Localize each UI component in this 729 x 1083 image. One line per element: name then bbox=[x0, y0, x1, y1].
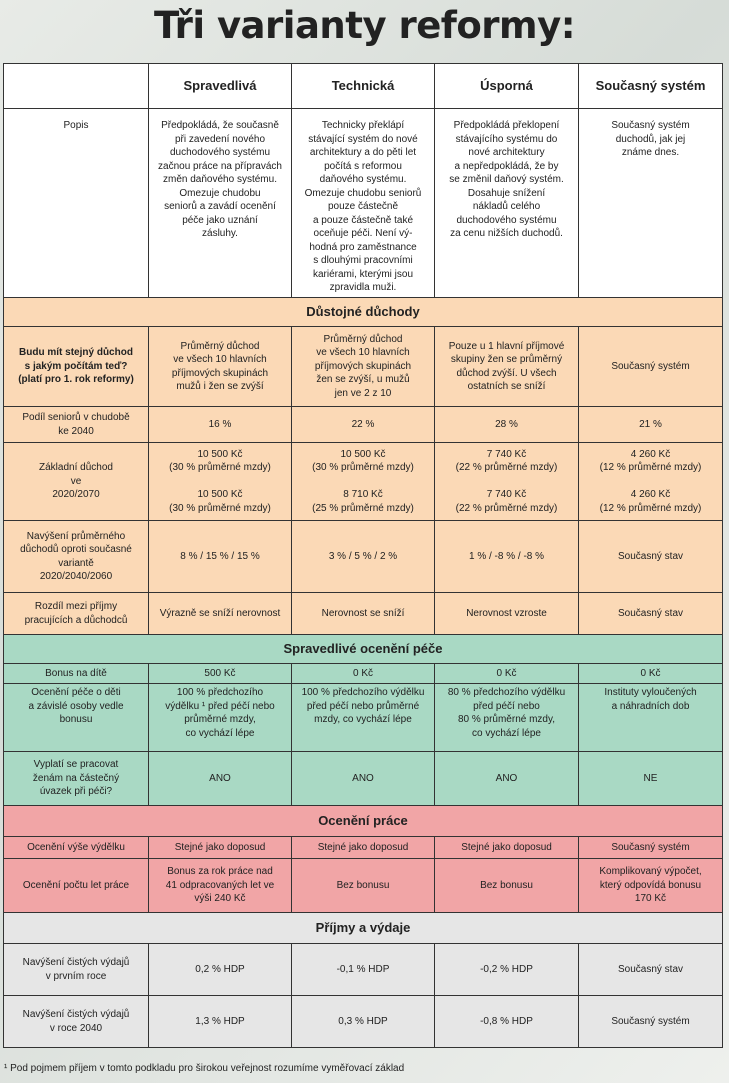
corner-cell bbox=[4, 64, 149, 109]
row-label: Budu mít stejný důchod s jakým počítám teď? (platí pro 1. rok reformy) bbox=[4, 327, 149, 407]
table-cell: 1 % / -8 % / -8 % bbox=[435, 521, 579, 593]
table-cell: 8 % / 15 % / 15 % bbox=[149, 521, 292, 593]
table-cell: Současný systém bbox=[579, 996, 723, 1048]
table-row-rozdil bbox=[4, 593, 723, 635]
table-cell: Současný stav bbox=[579, 944, 723, 996]
section-header-pece bbox=[4, 635, 723, 664]
table-row-vydaje-prvni bbox=[4, 944, 723, 996]
table-cell: Současný stav bbox=[579, 521, 723, 593]
row-label: Bonus na dítě bbox=[4, 664, 149, 684]
table-cell: 100 % předchozího výdělku před péčí nebo průměrné mzdy, co vychází lépe bbox=[292, 684, 435, 752]
table-cell: Nerovnost se sníží bbox=[292, 593, 435, 635]
table-cell: -0,1 % HDP bbox=[292, 944, 435, 996]
table-cell: 22 % bbox=[292, 407, 435, 443]
table-cell: Současný systém bbox=[579, 837, 723, 859]
table-cell: Instituty vyloučených a náhradních dob bbox=[579, 684, 723, 752]
table-cell: Současný stav bbox=[579, 593, 723, 635]
column-header-spravedliva: Spravedlivá bbox=[149, 64, 292, 109]
table-cell: Předpokládá, že současně při zavedení nového duchodového systému začnou práce na přípravách změn daňového systému. Omezuje chudobu seniorů a zavádí ocenění péče jako uznání zásluhy. bbox=[149, 109, 292, 298]
table-cell: 3 % / 5 % / 2 % bbox=[292, 521, 435, 593]
row-label: Ocenění péče o děti a závislé osoby vedle bonusu bbox=[4, 684, 149, 752]
row-label: Základní důchod ve 2020/2070 bbox=[4, 443, 149, 521]
table-cell: Bonus za rok práce nad 41 odpracovaných let ve výši 240 Kč bbox=[149, 859, 292, 913]
table-cell: ANO bbox=[149, 752, 292, 806]
table-row-bonus bbox=[4, 664, 723, 684]
table-cell: Nerovnost vzroste bbox=[435, 593, 579, 635]
comparison-table bbox=[3, 63, 723, 1048]
section-title: Spravedlivé ocenění péče bbox=[4, 635, 723, 664]
table-cell: 1,3 % HDP bbox=[149, 996, 292, 1048]
footnote: ¹ Pod pojmem příjem v tomto podkladu pro širokou veřejnost rozumíme vyměřovací základ bbox=[4, 1063, 405, 1074]
table-cell: 21 % bbox=[579, 407, 723, 443]
section-title: Důstojné důchody bbox=[4, 298, 723, 327]
table-cell: NE bbox=[579, 752, 723, 806]
table-row-pocet-let bbox=[4, 859, 723, 913]
table-cell: 0 Kč bbox=[579, 664, 723, 684]
table-cell: Stejné jako doposud bbox=[292, 837, 435, 859]
section-header-prijmy bbox=[4, 913, 723, 944]
table-cell: 4 260 Kč (12 % průměrné mzdy) 4 260 Kč (12 % průměrné mzdy) bbox=[579, 443, 723, 521]
table-cell: Technicky překlápí stávající systém do nové architektury a do pěti let počítá s reformou daňového systému. Omezuje chudobu seniorů pouze částečně a pouze částečně také oceňuje péči. Není vý- hodná pro zaměstnance s dlouhými pracovními kariérami, kterými jsou zpravidla muži. bbox=[292, 109, 435, 298]
table-cell: Bez bonusu bbox=[292, 859, 435, 913]
table-row-popis bbox=[4, 109, 723, 298]
row-label: Vyplatí se pracovat ženám na částečný úvazek při péči? bbox=[4, 752, 149, 806]
table-cell: -0,8 % HDP bbox=[435, 996, 579, 1048]
table-cell: Průměrný důchod ve všech 10 hlavních příjmových skupinách žen se zvýší, u mužů jen ve 2 z 10 bbox=[292, 327, 435, 407]
table-cell: 10 500 Kč (30 % průměrné mzdy) 10 500 Kč (30 % průměrné mzdy) bbox=[149, 443, 292, 521]
table-cell: Průměrný důchod ve všech 10 hlavních příjmových skupinách mužů i žen se zvýší bbox=[149, 327, 292, 407]
table-cell: -0,2 % HDP bbox=[435, 944, 579, 996]
table-cell: 0 Kč bbox=[435, 664, 579, 684]
table-cell: 16 % bbox=[149, 407, 292, 443]
table-cell: 0 Kč bbox=[292, 664, 435, 684]
table-cell: Komplikovaný výpočet, který odpovídá bonusu 170 Kč bbox=[579, 859, 723, 913]
table-cell: 7 740 Kč (22 % průměrné mzdy) 7 740 Kč (22 % průměrné mzdy) bbox=[435, 443, 579, 521]
section-title: Ocenění práce bbox=[4, 806, 723, 837]
table-cell: 100 % předchozího výdělku ¹ před péčí nebo průměrné mzdy, co vychází lépe bbox=[149, 684, 292, 752]
section-header-prace bbox=[4, 806, 723, 837]
table-cell: Současný systém bbox=[579, 327, 723, 407]
row-label: Ocenění počtu let práce bbox=[4, 859, 149, 913]
row-label: Popis bbox=[4, 109, 149, 298]
row-label: Podíl seniorů v chudobě ke 2040 bbox=[4, 407, 149, 443]
row-label: Ocenění výše výdělku bbox=[4, 837, 149, 859]
table-cell: Stejné jako doposud bbox=[435, 837, 579, 859]
table-cell: Současný systém duchodů, jak jej známe dnes. bbox=[579, 109, 723, 298]
table-cell: Stejné jako doposud bbox=[149, 837, 292, 859]
section-header-dustojne bbox=[4, 298, 723, 327]
table-cell: 80 % předchozího výdělku před péčí nebo 80 % průměrné mzdy, co vychází lépe bbox=[435, 684, 579, 752]
table-cell: 500 Kč bbox=[149, 664, 292, 684]
column-header-soucasny: Současný systém bbox=[579, 64, 723, 109]
table-row-chudoba bbox=[4, 407, 723, 443]
row-label: Rozdíl mezi příjmy pracujících a důchodců bbox=[4, 593, 149, 635]
table-cell: Pouze u 1 hlavní příjmové skupiny žen se průměrný důchod zvýší. U všech ostatních se sníží bbox=[435, 327, 579, 407]
table-cell: Bez bonusu bbox=[435, 859, 579, 913]
column-header-usporna: Úsporná bbox=[435, 64, 579, 109]
table-row-stejny bbox=[4, 327, 723, 407]
table-row-oceneni-pece bbox=[4, 684, 723, 752]
table-row-vyplati bbox=[4, 752, 723, 806]
table-cell: ANO bbox=[435, 752, 579, 806]
row-label: Navýšení čistých výdajů v roce 2040 bbox=[4, 996, 149, 1048]
table-cell: ANO bbox=[292, 752, 435, 806]
header-row bbox=[4, 64, 723, 109]
table-cell: 0,2 % HDP bbox=[149, 944, 292, 996]
row-label: Navýšení průměrného důchodů oproti současné variantě 2020/2040/2060 bbox=[4, 521, 149, 593]
table-cell: 10 500 Kč (30 % průměrné mzdy) 8 710 Kč (25 % průměrné mzdy) bbox=[292, 443, 435, 521]
table-row-zakladni bbox=[4, 443, 723, 521]
table-row-navyseni bbox=[4, 521, 723, 593]
table-cell: 28 % bbox=[435, 407, 579, 443]
page-title: Tři varianty reformy: bbox=[153, 4, 576, 47]
table-cell: Předpokládá překlopení stávajícího systému do nové architektury a nepředpokládá, že by se změnil daňový systém. Dosahuje snížení nákladů celého duchodového systému za cenu nižších duchodů. bbox=[435, 109, 579, 298]
table-cell: 0,3 % HDP bbox=[292, 996, 435, 1048]
row-label: Navýšení čistých výdajů v prvním roce bbox=[4, 944, 149, 996]
table-row-vyse bbox=[4, 837, 723, 859]
section-title: Příjmy a výdaje bbox=[4, 913, 723, 944]
table-row-vydaje-2040 bbox=[4, 996, 723, 1048]
table-cell: Výrazně se sníží nerovnost bbox=[149, 593, 292, 635]
column-header-technicka: Technická bbox=[292, 64, 435, 109]
